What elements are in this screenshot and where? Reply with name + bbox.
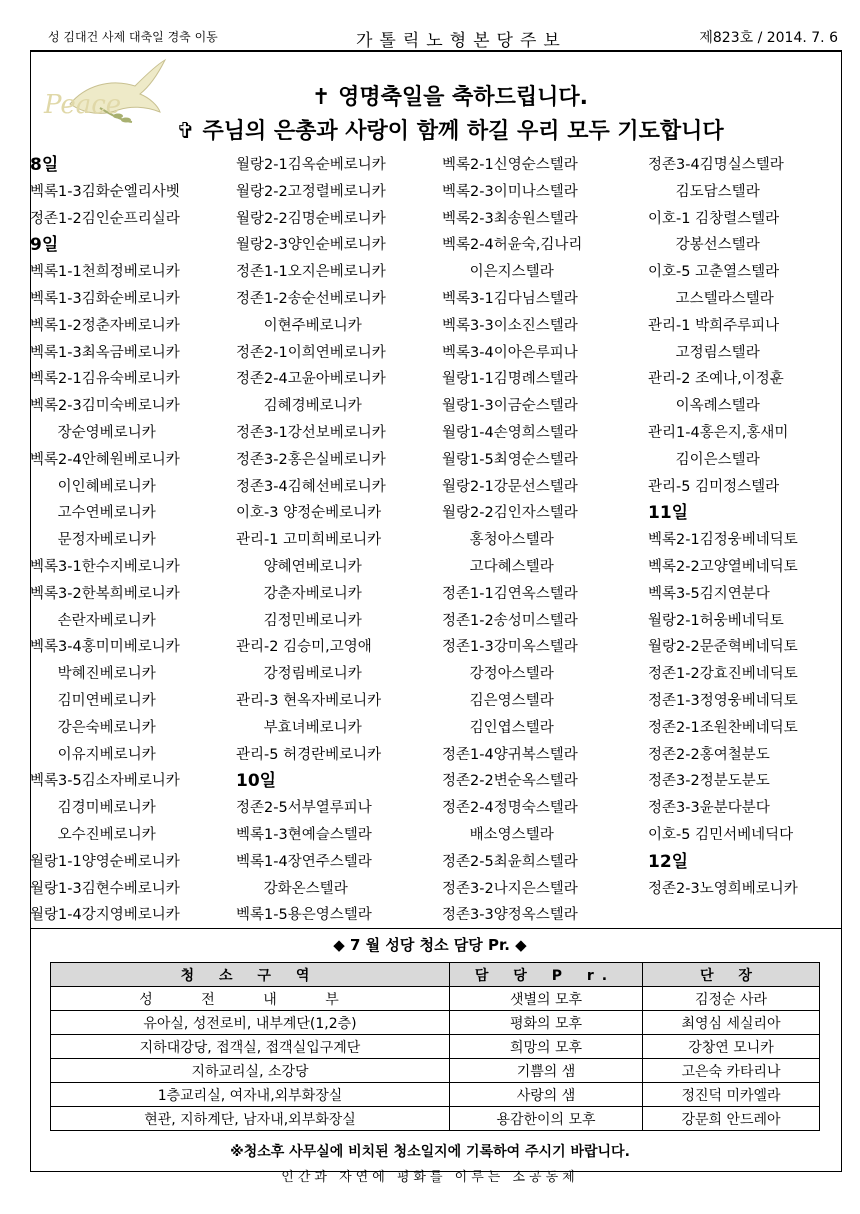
list-item: 월랑2-1허웅베네딕토 [648,612,784,629]
list-item: 손란자베로니카 [30,612,156,629]
list-item: 정존1-2송성미스텔라 [442,612,578,629]
list-item: 정존3-4김명실스텔라 [648,157,784,173]
list-item: 고정림스텔라 [648,344,760,361]
list-item: 부효녀베로니카 [236,719,362,736]
name-column [442,152,642,929]
list-item: 이옥례스텔라 [648,398,760,415]
list-item: 강봉선스텔라 [648,237,760,254]
column-header-group: 담 당 P r. [450,963,643,987]
list-item: 벡록1-3김화순엘리사벳 [30,183,180,200]
table-cell: 지하교리실, 소강당 [51,1059,450,1083]
table-cell: 기쁨의 샘 [450,1059,643,1083]
list-item: 벡록2-1김정웅베네딕토 [648,532,798,549]
list-item: 강은숙베로니카 [30,719,156,736]
list-item: 정존1-2김인순프리실라 [30,210,180,227]
list-item: 월랑2-1강문선스텔라 [442,478,578,495]
table-header-row [51,963,820,987]
list-item: 월랑2-2고정렬베로니카 [236,183,386,200]
list-item: 정존2-4정명숙스텔라 [442,800,578,817]
table-cell: 평화의 모후 [450,1011,643,1035]
list-item: 이인혜베로니카 [30,478,156,495]
cleaning-duty-table [50,962,820,1131]
list-item: 월랑1-4강지영베로니카 [30,907,180,924]
list-item: 홍청아스텔라 [442,532,554,549]
list-item: 김인엽스텔라 [442,719,554,736]
list-item: 월랑2-2김인자스텔라 [442,505,578,522]
list-item: 이호-1 김창렬스텔라 [648,210,780,227]
list-item: 월랑1-3이금순스텔라 [442,398,578,415]
table-cell: 희망의 모후 [450,1035,643,1059]
list-item: 관리-1 박희주루피나 [648,317,780,334]
list-item: 월랑2-1김옥순베로니카 [236,157,386,173]
table-row [51,1011,820,1035]
list-item: 고다혜스텔라 [442,558,554,575]
day-heading: 9일 [30,235,59,256]
list-item: 관리-2 김승미,고영애 [236,639,372,656]
list-item: 정존2-1이희연베로니카 [236,344,386,361]
day-heading: 12일 [648,851,689,872]
list-item: 벡록1-5용은영스텔라 [236,907,372,924]
list-item: 정존2-3노영희베로니카 [648,880,798,897]
list-item: 월랑2-2김명순베로니카 [236,210,386,227]
list-item: 월랑2-2문준혁베네딕토 [648,639,798,656]
table-row [51,1083,820,1107]
table-cell: 샛별의 모후 [450,987,643,1011]
list-item: 벡록2-4허윤숙,김나리 [442,237,583,254]
table-cell: 강문희 안드레아 [643,1107,820,1131]
list-item: 강정아스텔라 [442,666,554,683]
list-item: 정존1-4양귀복스텔라 [442,746,578,763]
list-item: 벡록3-5김소자베로니카 [30,773,180,790]
page-subtitle: ✞ 주님의 은총과 사랑이 함께 하길 우리 모두 기도합니다 [176,119,724,144]
list-item: 이현주베로니카 [236,317,362,334]
list-item: 정존2-4고윤아베로니카 [236,371,386,388]
list-item: 벡록3-5김지연분다 [648,585,770,602]
list-item: 정존1-2송순선베로니카 [236,290,386,307]
list-item: 월랑1-1김명례스텔라 [442,371,578,388]
list-item: 정존3-1강선보베로니카 [236,424,386,441]
page-title: ✝ 영명축일을 축하드립니다. [312,85,588,110]
list-item: 월랑1-4손영희스텔라 [442,424,578,441]
list-item: 벡록1-3김화순베로니카 [30,290,180,307]
duty-title: ◆ 7 월 성당 청소 담당 Pr. ◆ [333,936,527,954]
header-title: 가톨릭노형본당주보 [356,31,567,51]
table-cell: 고은숙 카타리나 [643,1059,820,1083]
list-item: 이은지스텔라 [442,264,554,281]
list-item: 정존1-3정영웅베네딕토 [648,692,798,709]
day-heading: 10일 [236,771,277,792]
list-item: 월랑1-5최영순스텔라 [442,451,578,468]
list-item: 정존1-1오지은베로니카 [236,264,386,281]
list-item: 김도담스텔라 [648,183,760,200]
list-item: 오수진베로니카 [30,826,156,843]
list-item: 정존2-5최윤희스텔라 [442,853,578,870]
list-item: 정존1-1김연옥스텔라 [442,585,578,602]
list-item: 벡록3-1한수지베로니카 [30,558,180,575]
table-cell: 1층교리실, 여자내,외부화장실 [51,1083,450,1107]
list-item: 이호-5 김민서베네딕다 [648,826,794,843]
list-item: 벡록2-4안혜원베로니카 [30,451,180,468]
list-item: 이호-3 양정순베로니카 [236,505,382,522]
list-item: 고수연베로니카 [30,505,156,522]
list-item: 벡록2-1김유숙베로니카 [30,371,180,388]
table-cell: 정진덕 미카엘라 [643,1083,820,1107]
list-item: 고스텔라스텔라 [648,290,774,307]
list-item: 정존3-4김혜선베로니카 [236,478,386,495]
list-item: 벡록3-4홍미미베로니카 [30,639,180,656]
table-cell: 김정순 사라 [643,987,820,1011]
list-item: 박혜진베로니카 [30,666,156,683]
list-item: 관리-3 현옥자베로니카 [236,692,382,709]
list-item: 정존1-2강효진베네딕토 [648,666,798,683]
table-row [51,1035,820,1059]
list-item: 월랑1-3김현수베로니카 [30,880,180,897]
duty-note: ※청소후 사무실에 비치된 청소일지에 기록하여 주시기 바랍니다. [230,1144,630,1160]
list-item: 강화온스텔라 [236,880,348,897]
list-item: 김정민베로니카 [236,612,362,629]
list-item: 관리-5 허경란베로니카 [236,746,382,763]
table-cell: 현관, 지하계단, 남자내,외부화장실 [51,1107,450,1131]
list-item: 김혜경베로니카 [236,398,362,415]
list-item: 관리1-4홍은지,홍새미 [648,424,789,441]
header-issue: 제823호 / 2014. 7. 6 [699,30,838,46]
table-row [51,1107,820,1131]
list-item: 벡록2-3최송원스텔라 [442,210,578,227]
list-item: 벡록1-4장연주스텔라 [236,853,372,870]
list-item: 벡록2-3이미나스텔라 [442,183,578,200]
list-item: 정존1-3강미옥스텔라 [442,639,578,656]
name-column [648,152,848,902]
list-item: 정존3-2홍은실베로니카 [236,451,386,468]
list-item: 이호-5 고춘열스텔라 [648,264,780,281]
list-item: 김경미베로니카 [30,800,156,817]
list-item: 김이은스텔라 [648,451,760,468]
table-cell: 최영심 세실리아 [643,1011,820,1035]
list-item: 벡록1-2정춘자베로니카 [30,317,180,334]
section-divider [30,928,842,929]
table-cell: 유아실, 성전로비, 내부계단(1,2층) [51,1011,450,1035]
list-item: 문정자베로니카 [30,532,156,549]
logo-text: Peace [44,90,122,120]
list-item: 김미연베로니카 [30,692,156,709]
name-column [236,152,436,929]
list-item: 관리-5 김미정스텔라 [648,478,780,495]
list-item: 벡록2-1신영순스텔라 [442,157,578,173]
list-item: 월랑1-1양영순베로니카 [30,853,180,870]
footer-motto: 인간과 자연에 평화를 이루는 소공동체 [281,1170,579,1185]
list-item: 정존2-2홍여철분도 [648,746,770,763]
list-item: 벡록3-1김다님스텔라 [442,290,578,307]
table-cell: 사랑의 샘 [450,1083,643,1107]
table-cell: 지하대강당, 접객실, 접객실입구계단 [51,1035,450,1059]
list-item: 벡록1-3현예슬스텔라 [236,826,372,843]
name-column [30,152,230,929]
day-heading: 8일 [30,155,59,175]
table-cell: 강창연 모니카 [643,1035,820,1059]
list-item: 벡록2-3김미숙베로니카 [30,398,180,415]
list-item: 정존3-2나지은스텔라 [442,880,578,897]
bulletin-header [30,24,842,52]
list-item: 강춘자베로니카 [236,585,362,602]
list-item: 벡록1-1천희정베로니카 [30,264,180,281]
list-item: 이유지베로니카 [30,746,156,763]
column-header-leader: 단 장 [643,963,820,987]
table-row [51,1059,820,1083]
table-row [51,987,820,1011]
list-item: 벡록3-3이소진스텔라 [442,317,578,334]
list-item: 김은영스텔라 [442,692,554,709]
list-item: 정존3-3윤분다분다 [648,800,770,817]
day-heading: 11일 [648,503,689,524]
list-item: 관리-2 조예나,이정훈 [648,371,784,388]
list-item: 정존3-2정분도분도 [648,773,770,790]
list-item: 정존2-2변순옥스텔라 [442,773,578,790]
table-cell: 성 전 내 부 [51,987,450,1011]
list-item: 배소영스텔라 [442,826,554,843]
list-item: 정존2-5서부열루피나 [236,800,372,817]
list-item: 정존2-1조원찬베네딕토 [648,719,798,736]
list-item: 양혜연베로니카 [236,558,362,575]
list-item: 강정림베로니카 [236,666,362,683]
column-header-area: 청 소 구 역 [51,963,450,987]
list-item: 관리-1 고미희베로니카 [236,532,382,549]
list-item: 장순영베로니카 [30,424,156,441]
list-item: 벡록3-4이아은루피나 [442,344,578,361]
list-item: 정존3-3양정옥스텔라 [442,907,578,924]
list-item: 벡록2-2고양열베네딕토 [648,558,798,575]
list-item: 벡록3-2한복희베로니카 [30,585,180,602]
table-cell: 용감한이의 모후 [450,1107,643,1131]
list-item: 월랑2-3양인순베로니카 [236,237,386,254]
header-event: 성 김대건 사제 대축일 경축 이동 [48,30,218,44]
list-item: 벡록1-3최옥금베로니카 [30,344,180,361]
